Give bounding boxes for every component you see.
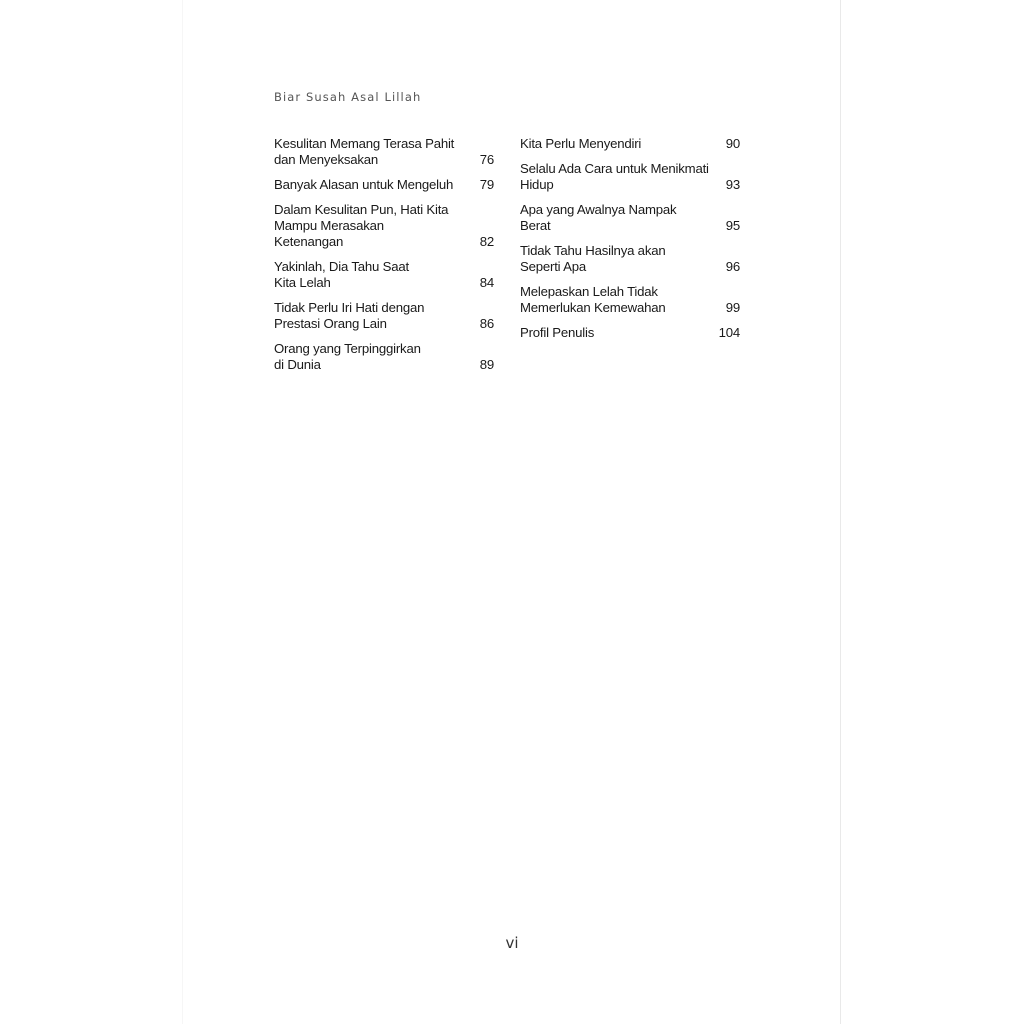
toc-entry: [520, 161, 740, 193]
toc-entry: [274, 300, 494, 332]
toc-entry-title: Apa yang Awalnya Nampak Berat: [520, 202, 677, 233]
toc-entry: [274, 341, 494, 373]
toc-entry-title: Tidak Tahu Hasilnya akan Seperti Apa: [520, 243, 666, 274]
toc-entry-title: Melepaskan Lelah Tidak Memerlukan Kemewahan: [520, 284, 666, 315]
toc-entry: [274, 136, 494, 168]
toc-entry-page: 90: [725, 136, 740, 151]
page-number: vi: [505, 934, 519, 952]
toc-entry-page: 99: [725, 300, 740, 315]
toc-column-right: [520, 136, 740, 350]
toc-entry: [274, 259, 494, 291]
toc-entry-title: Kesulitan Memang Terasa Pahit dan Menyeksakan: [274, 136, 455, 167]
toc-entry-title: Selalu Ada Cara untuk Menikmati Hidup: [520, 161, 709, 192]
toc-entry-page: 76: [479, 152, 494, 167]
toc-entry-page: 95: [725, 218, 740, 233]
running-head: Biar Susah Asal Lillah: [274, 90, 422, 104]
toc-entry-page: 104: [718, 325, 740, 340]
toc-entry-title: Kita Perlu Menyendiri: [520, 136, 642, 151]
toc-entry-page: 93: [725, 177, 740, 192]
toc-entry-page: 89: [479, 357, 494, 372]
toc-entry-page: 79: [479, 177, 494, 192]
toc-column-left: [274, 136, 494, 382]
toc-entry: [520, 325, 740, 341]
toc-entry-page: 96: [725, 259, 740, 274]
toc-entry-page: 84: [479, 275, 494, 290]
toc-entry-title: Dalam Kesulitan Pun, Hati Kita Mampu Merasakan Ketenangan: [274, 202, 449, 249]
toc-entry: [520, 136, 740, 152]
toc-entry: [520, 284, 740, 316]
toc-entry-title: Orang yang Terpinggirkan di Dunia: [274, 341, 421, 372]
toc-entry: [274, 177, 494, 193]
toc-entry-page: 86: [479, 316, 494, 331]
toc-entry-title: Profil Penulis: [520, 325, 595, 340]
toc-entry-title: Banyak Alasan untuk Mengeluh: [274, 177, 454, 192]
toc-entry: [274, 202, 494, 250]
toc-entry: [520, 243, 740, 275]
toc-entry: [520, 202, 740, 234]
toc-entry-title: Tidak Perlu Iri Hati dengan Prestasi Orang Lain: [274, 300, 425, 331]
toc-entry-page: 82: [479, 234, 494, 249]
toc-entry-title: Yakinlah, Dia Tahu Saat Kita Lelah: [274, 259, 409, 290]
